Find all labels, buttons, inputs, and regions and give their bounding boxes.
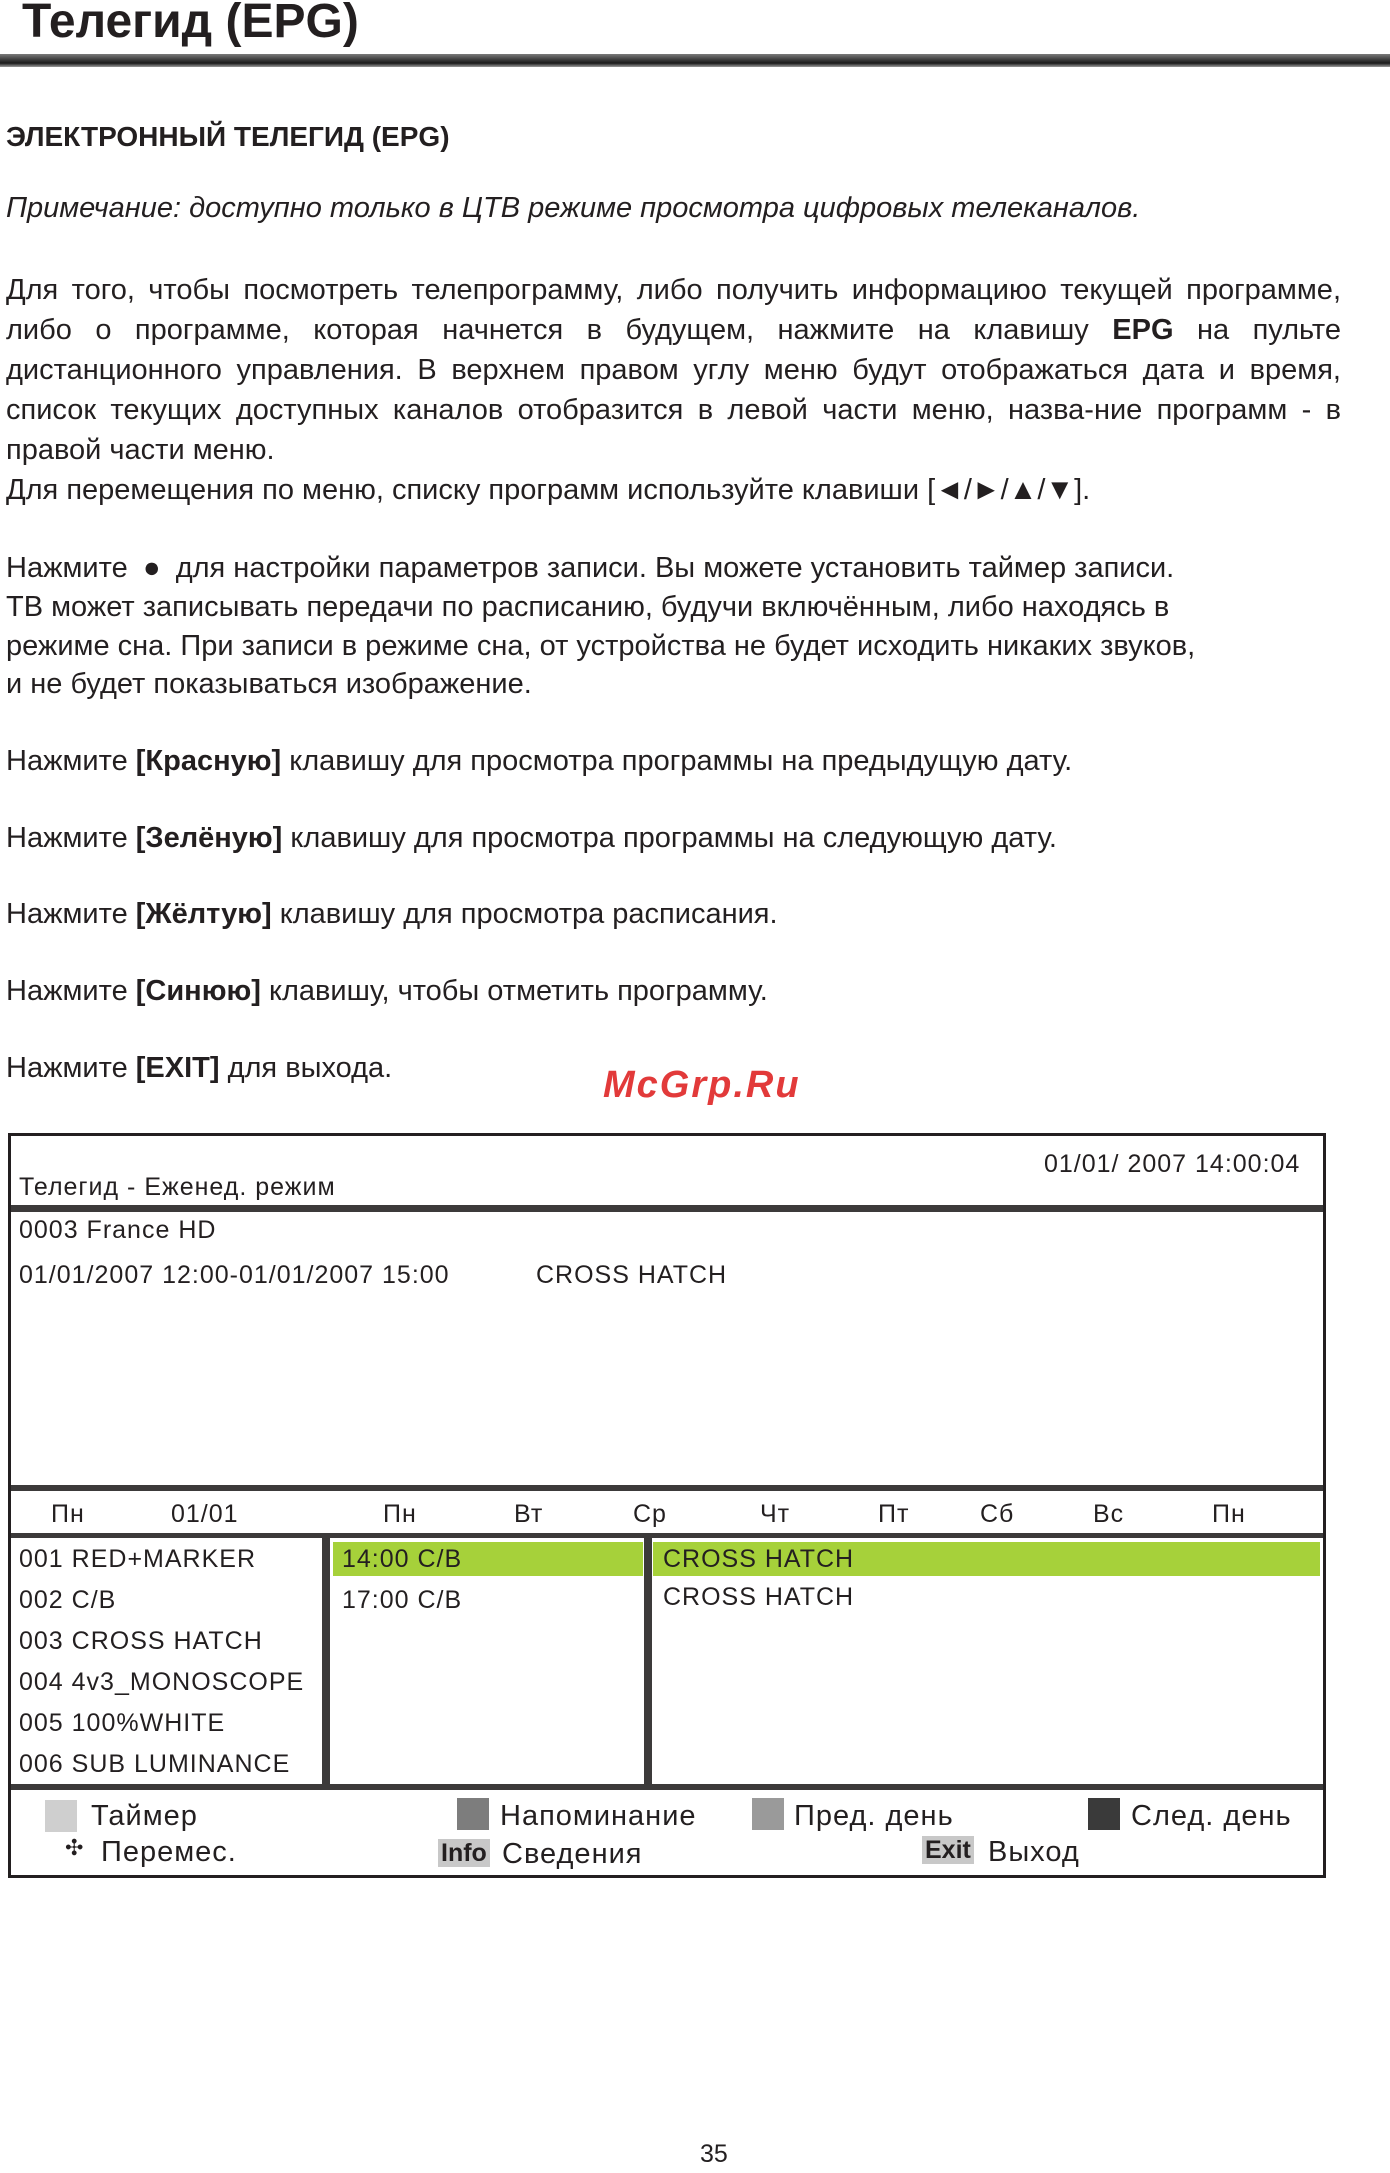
exit-key-badge: Exit [922, 1836, 974, 1864]
column-divider [322, 1538, 330, 1784]
time-slot-item[interactable]: 14:00 C/B [342, 1545, 463, 1573]
next-day-color-key-icon [1088, 1798, 1120, 1830]
legend-reminder-label: Напоминание [500, 1800, 697, 1832]
legend-info-label: Сведения [502, 1838, 643, 1870]
legend-exit-label: Выход [988, 1836, 1080, 1868]
column-divider [644, 1538, 652, 1784]
day-label[interactable]: Вт [514, 1500, 544, 1528]
paragraph-text: для настройки параметров записи. Вы можете установить таймер записи. [175, 552, 1175, 584]
channel-list-item[interactable]: 002 C/B [19, 1586, 117, 1614]
instruction-green [6, 822, 1057, 855]
instruction-text: Нажмите [6, 898, 136, 930]
prev-day-color-key-icon [752, 1798, 784, 1830]
epg-mode-title: Телегид - Еженед. режим [19, 1173, 336, 1201]
legend-prev-day-label: Пред. день [794, 1800, 954, 1832]
day-label[interactable]: Ср [633, 1500, 667, 1528]
move-arrows-icon: ✣ [65, 1835, 85, 1860]
legend-timer-label: Таймер [91, 1800, 198, 1832]
epg-key-label: EPG [1112, 314, 1174, 346]
channel-list-item[interactable]: 006 SUB LUMINANCE [19, 1750, 291, 1778]
timer-color-key-icon [45, 1800, 77, 1832]
instruction-text: для выхода. [219, 1052, 393, 1084]
epg-program-name: CROSS HATCH [536, 1261, 728, 1289]
instruction-text: клавишу для просмотра расписания. [271, 898, 778, 930]
paragraph-epg-intro [6, 270, 1341, 470]
section-heading: ЭЛЕКТРОННЫЙ ТЕЛЕГИД (EPG) [6, 121, 450, 152]
epg-divider [11, 1533, 1323, 1538]
date-label[interactable]: 01/01 [171, 1500, 239, 1528]
epg-divider [11, 1784, 1323, 1790]
legend-move-label: Перемес. [101, 1836, 237, 1868]
channel-list-item[interactable]: 004 4v3_MONOSCOPE [19, 1668, 305, 1696]
header-divider [0, 54, 1390, 67]
paragraph-text: Для того, чтобы посмотреть телепрограмму, либо получить информациюо текущей программе, либо о программе, которая начнется в будущем, нажмите на клавишу [6, 274, 1341, 346]
program-list-item[interactable]: CROSS HATCH [663, 1583, 855, 1611]
day-label[interactable]: Вс [1093, 1500, 1125, 1528]
record-dot-icon: ● [142, 552, 161, 584]
channel-list-item[interactable]: 003 CROSS HATCH [19, 1627, 263, 1655]
day-label[interactable]: Чт [760, 1500, 791, 1528]
epg-divider [11, 1205, 1323, 1212]
record-line-2: ТВ может записывать передачи по расписанию, будучи включённым, либо находясь в [6, 591, 1170, 623]
epg-datetime: 01/01/ 2007 14:00:04 [1044, 1150, 1301, 1178]
watermark: McGrp.Ru [603, 1064, 801, 1106]
epg-divider [11, 1485, 1323, 1491]
time-slot-item[interactable]: 17:00 C/B [342, 1586, 463, 1614]
page-title: Телегид (EPG) [22, 0, 359, 48]
instruction-text: Нажмите [6, 745, 136, 777]
yellow-key-label: [Жёлтую] [135, 898, 272, 930]
epg-channel-name: 0003 France HD [19, 1216, 217, 1244]
instruction-text: Нажмите [6, 822, 136, 854]
record-line-1 [6, 552, 1174, 585]
day-label[interactable]: Пн [383, 1500, 417, 1528]
day-label[interactable]: Пн [51, 1500, 85, 1528]
info-key-badge: Info [438, 1839, 490, 1867]
epg-screen [8, 1133, 1326, 1878]
instruction-blue [6, 975, 768, 1008]
navigation-keys-text: Для перемещения по меню, списку программ используйте клавиши [◄/►/▲/▼]. [6, 474, 1091, 506]
blue-key-label: [Синюю] [135, 975, 261, 1007]
channel-list-item[interactable]: 001 RED+MARKER [19, 1545, 256, 1573]
epg-program-time: 01/01/2007 12:00-01/01/2007 15:00 [19, 1261, 450, 1289]
legend-next-day-label: След. день [1131, 1800, 1292, 1832]
page-number: 35 [700, 2140, 728, 2168]
instruction-red [6, 745, 1072, 778]
day-label[interactable]: Сб [980, 1500, 1015, 1528]
instruction-text: Нажмите [6, 1052, 136, 1084]
exit-key-label: [EXIT] [135, 1052, 220, 1084]
instruction-text: клавишу для просмотра программы на следующую дату. [282, 822, 1057, 854]
instruction-text: Нажмите [6, 975, 136, 1007]
program-list-item[interactable]: CROSS HATCH [663, 1545, 855, 1573]
paragraph-text: на пульте дистанционного управления. В верхнем правом углу меню будут отображаться дата и время, список текущих доступных каналов отобразится в левой части меню, назва-ние программ - в правой части меню. [6, 314, 1341, 466]
note-text: Примечание: доступно только в ЦТВ режиме просмотра цифровых телеканалов. [6, 192, 1141, 224]
instruction-exit [6, 1052, 392, 1085]
instruction-yellow [6, 898, 778, 931]
green-key-label: [Зелёную] [135, 822, 283, 854]
record-line-4: и не будет показываться изображение. [6, 668, 532, 700]
red-key-label: [Красную] [135, 745, 282, 777]
channel-list-item[interactable]: 005 100%WHITE [19, 1709, 226, 1737]
paragraph-text: Нажмите [6, 552, 128, 584]
instruction-text: клавишу для просмотра программы на предыдущую дату. [281, 745, 1073, 777]
day-label[interactable]: Пт [878, 1500, 910, 1528]
reminder-color-key-icon [457, 1798, 489, 1830]
record-line-3: режиме сна. При записи в режиме сна, от устройства не будет исходить никаких звуков, [6, 630, 1196, 662]
day-label[interactable]: Пн [1212, 1500, 1246, 1528]
instruction-text: клавишу, чтобы отметить программу. [260, 975, 768, 1007]
